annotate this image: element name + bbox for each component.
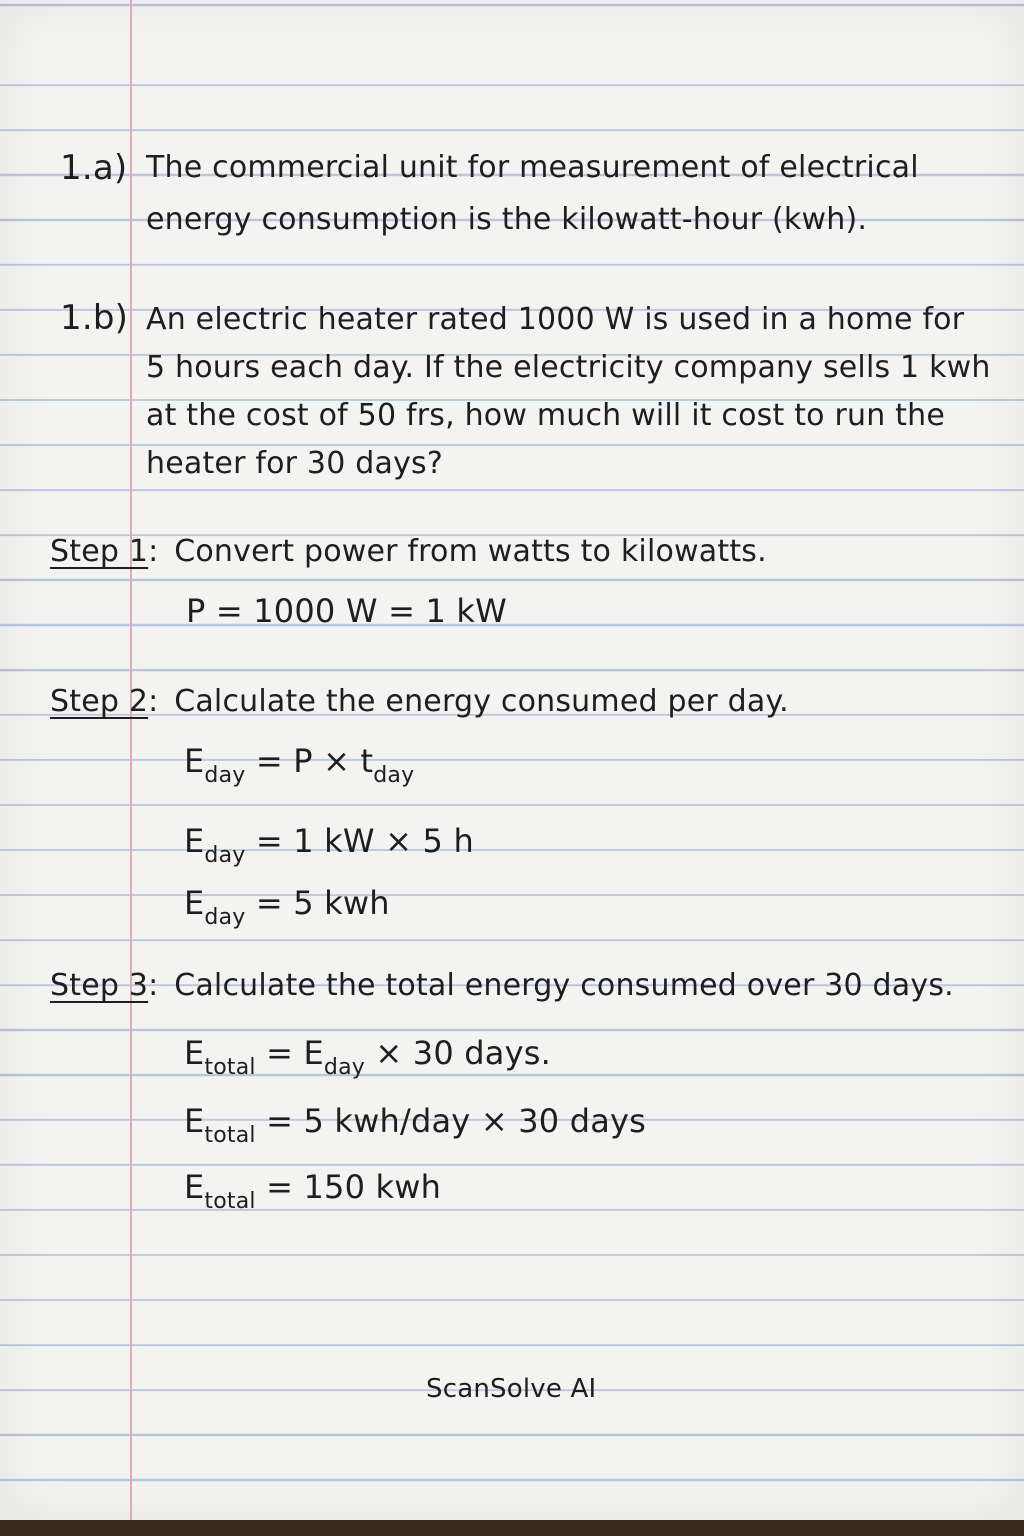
energy-symbol: E xyxy=(184,884,205,922)
step-1-colon: : xyxy=(148,534,159,569)
step-3-equation-2 xyxy=(184,1102,647,1148)
step-2-colon: : xyxy=(148,684,159,719)
question-1a-label: 1.a) xyxy=(60,148,128,188)
question-1b-line-1: An electric heater rated 1000 W is used in a home for xyxy=(146,302,965,337)
equation-body: = 5 kwh xyxy=(245,884,390,922)
question-1b-line-4: heater for 30 days? xyxy=(146,446,443,481)
day-subscript: day xyxy=(323,1055,365,1080)
energy-subscript: total xyxy=(204,1055,256,1080)
equation-body: = P × t xyxy=(245,742,374,780)
step-3-text: Calculate the total energy consumed over 30 days. xyxy=(174,968,954,1003)
question-1a-line-2: energy consumption is the kilowatt-hour (kwh). xyxy=(146,202,868,237)
question-1b-line-2: 5 hours each day. If the electricity company sells 1 kwh xyxy=(146,350,991,385)
step-2-heading xyxy=(50,684,789,719)
energy-symbol: E xyxy=(184,742,205,780)
energy-subscript: total xyxy=(204,1189,256,1214)
equation-body: = 1 kW × 5 h xyxy=(245,822,474,860)
step-3-label: Step 3 xyxy=(50,968,149,1003)
question-1a-line-1: The commercial unit for measurement of electrical xyxy=(146,150,919,185)
step-3-colon: : xyxy=(148,968,159,1003)
step-2-equation-2 xyxy=(184,822,474,868)
step-1-text: Convert power from watts to kilowatts. xyxy=(174,534,767,569)
equation-tail: × 30 days. xyxy=(365,1034,551,1072)
step-3-heading xyxy=(50,968,954,1003)
step-1-equation: P = 1000 W = 1 kW xyxy=(186,592,507,630)
question-1b-line-3: at the cost of 50 frs, how much will it cost to run the xyxy=(146,398,945,433)
step-1-label: Step 1 xyxy=(50,534,149,569)
step-2-text: Calculate the energy consumed per day. xyxy=(174,684,789,719)
margin-line xyxy=(130,0,132,1520)
step-2-label: Step 2 xyxy=(50,684,149,719)
energy-symbol: E xyxy=(184,1102,205,1140)
energy-subscript: day xyxy=(204,905,246,930)
step-1-heading xyxy=(50,534,767,569)
question-1b-label: 1.b) xyxy=(60,298,129,338)
equation-body: = 150 kwh xyxy=(255,1168,442,1206)
step-3-equation-1 xyxy=(184,1034,551,1080)
equation-body: = 5 kwh/day × 30 days xyxy=(255,1102,647,1140)
equation-body: = E xyxy=(255,1034,324,1072)
energy-subscript: day xyxy=(204,763,246,788)
step-2-equation-1 xyxy=(184,742,415,788)
footer-brand: ScanSolve AI xyxy=(426,1374,597,1404)
time-subscript: day xyxy=(373,763,415,788)
energy-symbol: E xyxy=(184,1034,205,1072)
energy-symbol: E xyxy=(184,822,205,860)
energy-subscript: total xyxy=(204,1123,256,1148)
energy-symbol: E xyxy=(184,1168,205,1206)
step-3-equation-3 xyxy=(184,1168,442,1214)
energy-subscript: day xyxy=(204,843,246,868)
step-2-equation-3 xyxy=(184,884,390,930)
